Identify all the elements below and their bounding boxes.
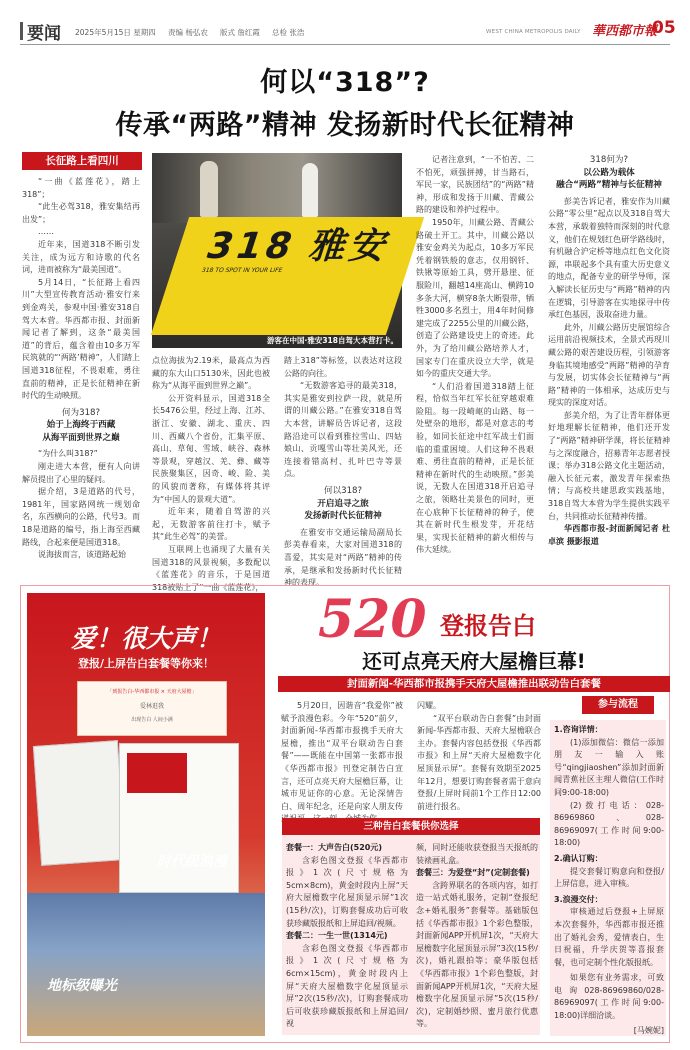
photo-sign-text: 318 雅安 (200, 226, 398, 267)
paragraph: 彭美告诉记者，雅安作为川藏公路“零公里”起点以及318自驾大本营，承载着独特而深刻的时代意义，他们在规划红色研学路线时，有机融合沪定桥等地点红色文化资源，串联起多个具有重大历史意义的地点，配备专业的研学导师，深入解读长征历史与“两路”精神的内在逻辑，引导游客在实地探寻中传承红色基因，汲取奋进力量。 (548, 196, 670, 320)
package-2-title: 套餐二：一生一世(1314元) (286, 931, 388, 941)
paragraph: 记者注意到，“一不怕苦、二不怕死，顽强拼搏，甘当路石，军民一家，民族团结”的“两路”精神，形成和发扬于川藏、青藏公路的建设和养护过程中。 (416, 155, 534, 215)
poster-subline: 登报/上屏告白套餐等你来！ (77, 657, 215, 670)
package-3-body: 含跨界联名的各项内容，如打造一站式婚礼服务，定制“登报纪念+婚礼服务”套餐等。基础版包括《华西都市报》1个彩色整版，封面新闻APP开机屏1次，“天府大屋檐数字化屋顶显示屏”3次(15秒/次)，婚礼跟拍等；豪华版包括《华西都市报》1个彩色整版，封面新闻APP开机屏1次，“天府大屋檐数字化屋顶显示屏”5次(15秒/次)，定制婚纱照、蜜月旅行优惠等。 (416, 880, 538, 1029)
poster-tag-1: 时代级浪漫 (157, 854, 227, 870)
paragraph: …… (38, 227, 54, 237)
paragraph: 5月14日，“长征路上看四川”大型宣传教育活动·雅安行来到金鸡关，参观中国·雅安318自驾大本营。华西都市报、封面新闻记者了解到，这条“最美国道”的背后，蕴含着由10多万军民筑就的“‘两路’精神”，人们踏上国道318征程，不畏艰难，勇往直前的精神，正是长征精神在新时代的生动映照。 (22, 277, 140, 401)
page-header (0, 0, 690, 46)
package-1-title: 套餐一：大声告白(520元) (286, 843, 383, 852)
section-label: 要闻 (27, 24, 61, 44)
step-2-title: 2.确认订购： (554, 853, 603, 863)
subhead-line: 始于上海终于西藏 (46, 420, 116, 431)
package-2-continued: 频，同时还能收获登报当天报纸的装裱画礼盒。 (416, 843, 538, 865)
paragraph: 彭美介绍，为了让青年群体更好地理解长征精神，他们还开发了“两路”精神研学课，将长征精神与之深度融合，招募青年志愿者授课；举办318公路文化主题活动，融入长征元素，激发青年探索热情；与高校共建思政实践基地，318自驾大本营为学生提供实践平台，共同推动长征精神传播。 (548, 410, 670, 521)
checker-credit: 总检 张浩 (272, 28, 305, 37)
header-divider (20, 22, 23, 40)
poster-newspaper-left (33, 740, 126, 866)
certificate-name: 爱林逛我 (139, 703, 164, 710)
paragraph: 1950年，川藏公路、青藏公路破土开工。其中，川藏公路以雅安金鸡关为起点，10多万军民凭着钢铁般的意志，仅用钢钎、铁锹等原始工具，劈开悬崖、征服险川，翻越14座高山、横跨10多条大河，横穿8条大断裂带，牺牲3000多名烈士，用4年时间修建完成了2255公里的川藏公路，创造了公路建设史上的奇迹。此外，为了给川藏公路培养人才，国家专门在重庆设立大学，就是如今的重庆交通大学。 (416, 217, 534, 379)
process-title-bar (582, 696, 654, 714)
ad-title-suffix: 登报告白 (440, 612, 536, 640)
editor-credit: 责编 杨弘农 (168, 28, 208, 37)
packages-bar-label: 三种告白套餐供你选择 (363, 821, 459, 832)
header-rule (20, 44, 670, 45)
layout-credit: 版式 詹红霞 (220, 28, 260, 37)
step-note: 如果您有业务需求，可致电询028-86969860/028-86969097(工作时间9:00-18:00)详细洽谈。 (554, 973, 664, 1021)
paper-logo: 華西都市報 (592, 24, 658, 39)
issue-date: 2025年5月15日 星期四 (75, 28, 156, 37)
photo-person (200, 161, 218, 217)
step-2-body: 提交套餐订购意向和登报/上屏信息，进入审核。 (554, 866, 664, 889)
ad-title-2: 还可点亮天府大屋檐巨幕! (362, 650, 586, 673)
paragraph: 在雅安市交通运输局副局长彭美春看来，大家对国道318的喜爱，其实是对“两路”精神的传承，是继承和发扬新时代长征精神的表现。 (284, 527, 402, 588)
paragraph: “一曲《蓝莲花》，踏上318”； (22, 177, 140, 199)
page-number: 05 (652, 18, 676, 38)
ad-big-number: 520 (318, 589, 427, 650)
subhead-question: 318何为? (589, 155, 629, 165)
paragraph: 公开资料显示，国道318全长5476公里，经过上海、江苏、浙江、安徽、湖北、重庆、四川、西藏八个省份，汇集平原、高山、草甸、雪域、峡谷、森林等景观，穿越汉、羌、彝、藏等民族聚集区，因奇、峻、险、美的风貌而著称，有媒体将其评为“中国人的景观大道”。 (152, 393, 270, 504)
ad-title-3-text: 封面新闻-华西都市报携手天府大屋檐推出联动告白套餐 (347, 678, 601, 690)
paragraph: “为什么叫318?” (38, 449, 98, 459)
paragraph: 踏上318”等标签，以表达对这段公路的向往。 (284, 356, 402, 378)
paragraph: “双平台联动告白套餐”由封面新闻-华西都市报、天府大屋檐联合主办。套餐内容包括登报《华西都市报》和上屏“天府大屋檐数字化屋顶显示屏”。套餐有效期至2025年12月，想要订购套餐者需于意向登报/上屏时间前1个工作日12:00前进行报名。 (417, 713, 541, 811)
photo-floor-sign (151, 217, 424, 335)
paragraph: “此生必驾318，雅安集结再出发”； (22, 202, 140, 224)
paragraph: 近年来，国道318不断引发关注，成为远方和诗歌的代名词，进而被称为“最美国道”。 (22, 239, 140, 275)
column-tag (22, 152, 142, 170)
article-column-2 (152, 355, 270, 592)
package-3-title: 套餐三：为爱登“封”(定制套餐) (416, 868, 530, 878)
photo-sign-english: 318 TO SPOT IN YOUR LIFE (200, 267, 284, 274)
photo-person (302, 163, 318, 217)
paragraph: “无数游客追寻的最美318，其实是雅安到拉萨一段，就是所谓的川藏公路。”在雅安318自驾大本营，讲解员告诉记者，这段路沿途可以看到雅拉雪山、四姑娘山、贡嘎雪山等壮美风光，还连接着错高村、扎叶巴寺等景点。 (284, 381, 402, 479)
photo-caption: 游客在中国·雅安318自驾大本营打卡。 (266, 336, 398, 345)
paper-english-name: WEST CHINA METROPOLIS DAILY (486, 29, 581, 35)
process-steps (554, 724, 664, 1034)
poster-headline: 爱！很大声！ (70, 624, 221, 653)
photo-wall-panel (152, 153, 402, 223)
step-3-body: 审核通过后登报+上屏原本次套餐外，华西都市报还推出了婚礼会秀，爱情表白，生日祝福，升学庆贺等喜报套餐，也可定制个性化版报纸。 (554, 907, 664, 967)
process-title: 参与流程 (598, 699, 638, 710)
packages-bar (282, 818, 540, 835)
step-1-title: 1.咨询详情： (554, 725, 603, 734)
ad-intro-right (417, 700, 541, 810)
news-photo (152, 153, 402, 348)
ad-poster (27, 593, 265, 1036)
headline-line-1: 何以“318”? (260, 67, 430, 98)
paragraph: 此外，川藏公路历史展馆综合运用前沿视频技术，全景式再现川藏公路的艰苦建设历程，引领游客身临其境地感受“两路”精神的孕育与发展，切实体会长征精神与“两路”精神的一体相承，达成历史与现实的深度对话。 (548, 322, 670, 408)
paragraph: “人们沿着国道318踏上征程，恰似当年红军长征穿越艰难险阻。每一段崎岖的山路、每一处壁杂的地形，都是对意志的考验，如同长征途中红军战士们面临的重重困境。人们这种不畏艰难、勇往直前的精神，正是长征精神在新时代的生动映照。”彭美说，无数人在国道318开启追寻之旅，领略壮美景色的同时，更在心底种下长征精神的种子，使其在新时代生根发芽，开花结果，实现长征精神的薪火相传与伟大延续。 (416, 381, 534, 555)
packages-right (416, 842, 538, 1034)
paragraph: 刚走进大本营，便有人向讲解员提出了心里的疑问。 (22, 462, 140, 484)
paragraph: 5月20日，因谐音“我爱你”被赋予浪漫色彩。今年“520”前夕，封面新闻-华西都市报携手天府大屋檐，推出“双平台联动告白套餐”——既能在中国第一张都市报《华西都市报》刊登定制告白宣言，还可点亮天府大屋檐巨幕，让城市见证你的心意。无论深情告白、周年纪念，还是向家人朋友传 (281, 701, 403, 811)
ad-title-3 (278, 676, 670, 692)
paragraph: 点位海拔为2.19米，最高点为西藏的东大山口5130米，因此也被称为“从海平面到世界之巅”。 (152, 356, 270, 391)
subhead-question: 何以318? (323, 485, 363, 496)
certificate-sign: 出现告白 人间小满 (131, 717, 173, 723)
subhead-line: 融合“两路”精神与长征精神 (556, 180, 662, 191)
article-column-4 (416, 154, 534, 578)
step-1-phone: (2)拨打电话：028-86969860、028-86969097(工作时间9:00-18:00) (554, 800, 664, 848)
paragraph: 互联网上也涌现了大量有关国道318的风景视频，多数配以《蓝莲花》的音乐，于是国道318被贴上了“一曲《蓝莲花》， (152, 544, 270, 592)
poster-certificate (77, 681, 227, 736)
subhead-line: 发扬新时代长征精神 (304, 511, 382, 522)
subhead-line: 以公路为载体 (583, 167, 635, 178)
poster-red-block (127, 753, 187, 793)
headline-line-2: 传承“两路”精神 发扬新时代长征精神 (115, 110, 575, 141)
paragraph: 近年来，随着自驾游的兴起，无数游客前往打卡，赋予其“此生必驾”的美誉。 (152, 507, 270, 542)
article-column-1 (22, 176, 140, 578)
poster-cityscape (27, 893, 265, 1036)
paragraph: 据介绍，3是道路的代号，1981年，国家路网统一规划命名，东西横向的公路，代号3。而18是道路的编号，指上海至西藏路线，合起来便是国道318。 (22, 487, 140, 547)
subhead-line: 从海平面到世界之巅 (42, 432, 120, 443)
article-column-3 (284, 355, 402, 588)
package-2-body: 含彩色图文登报《华西都市报》1次(尺寸规格为6cm×15cm)，黄金时段内上屏“天府大屋檐数字化屋顶显示屏”2次(15秒/次)，订购套餐成功后可收获珍藏版报纸和上屏追回/视 (286, 943, 408, 1029)
subhead-question: 何为318? (61, 407, 101, 418)
ad-intro-left (281, 700, 403, 810)
step-1-wechat: (1)添加微信：微信一添加朋友一输入账号“qingjiaoshen”添加封面新闻青蕉社区主理人微信(工作时间9:00-18:00) (554, 737, 664, 797)
ad-author: [马婉妮] (633, 1025, 664, 1035)
certificate-title: 「到报告白-华西都市报 × 天府大屋檐」 (107, 689, 197, 695)
byline: 华西都市报-封面新闻记者 杜卓滨 摄影报道 (548, 524, 670, 546)
packages-left (286, 842, 408, 1034)
paragraph: 说海拔而言，该道路起始 (38, 550, 126, 560)
article-column-5 (548, 154, 670, 578)
package-1-body: 含彩色图文登报《华西都市报》1次(尺寸规格为5cm×8cm)，黄金时段内上屏“天府大屋檐数字化屋顶显示屏”1次(15秒/次)，订购套餐成功后可收获珍藏版报纸和上屏追回/视频。 (286, 855, 408, 928)
poster-tag-2: 地标级曝光 (47, 978, 117, 994)
paragraph: 闪耀。 (417, 701, 441, 710)
step-3-title: 3.浪漫交付： (554, 894, 603, 904)
column-tag-label: 长征路上看四川 (45, 155, 119, 167)
subhead-line: 开启追寻之旅 (317, 498, 369, 509)
